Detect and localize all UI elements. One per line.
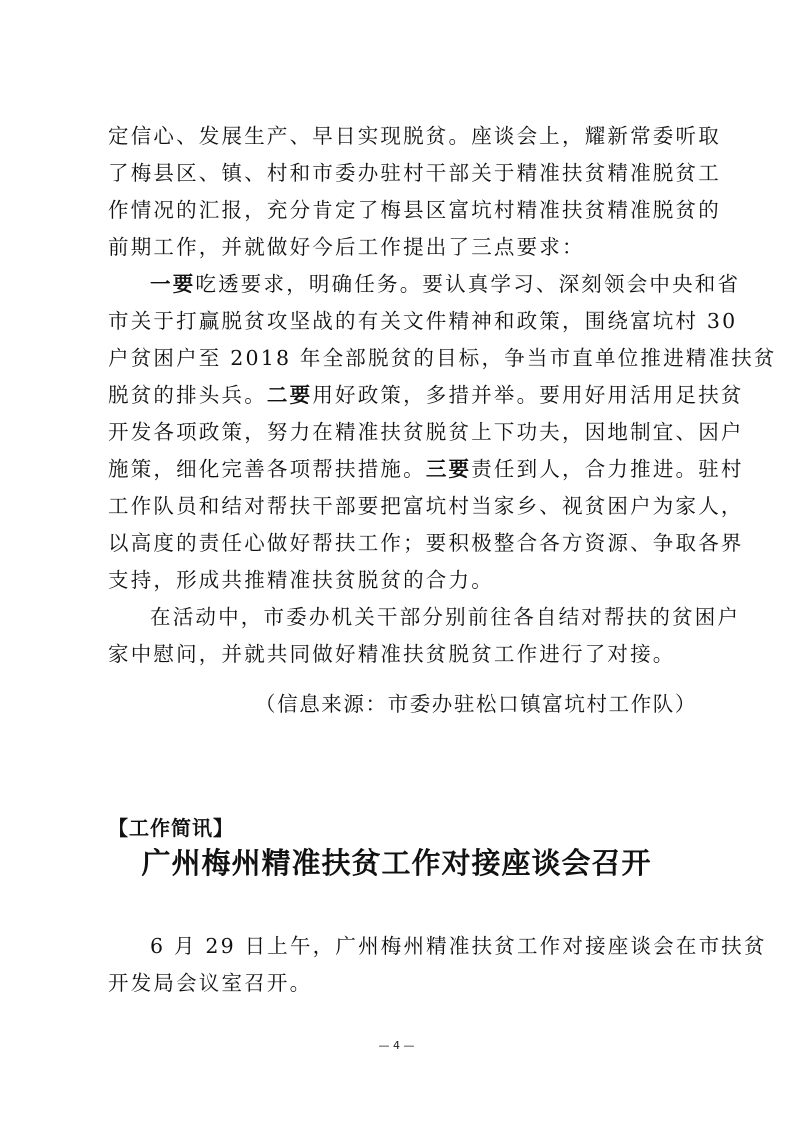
text-line xyxy=(150,271,740,297)
text-line: 市关于打赢脱贫攻坚战的有关文件精神和政策，围绕富坑村 30 xyxy=(108,309,738,333)
text-line xyxy=(108,382,744,408)
text-segment: 脱贫的排头兵。 xyxy=(108,383,267,407)
text-line: 6 月 29 日上午，广州梅州精准扶贫工作对接座谈会在市扶贫 xyxy=(150,934,767,958)
text-line: 家中慰问，并就共同做好精准扶贫脱贫工作进行了对接。 xyxy=(108,642,676,666)
text-line: 作情况的汇报，充分肯定了梅县区富坑村精准扶贫精准脱贫的 xyxy=(108,198,721,222)
text-segment: 用好政策，多措并举。要用好用活用足扶贫 xyxy=(312,383,744,407)
text-segment: 施策，细化完善各项帮扶措施。 xyxy=(108,457,426,481)
text-line: 工作队员和结对帮扶干部要把富坑村当家乡、视贫困户为家人， xyxy=(108,494,744,518)
section-tag: 【工作简讯】 xyxy=(108,816,234,840)
text-segment: 责任到人，合力推进。驻村 xyxy=(471,457,744,481)
text-line: 在活动中，市委办机关干部分别前往各自结对帮扶的贫困户 xyxy=(150,605,741,629)
text-line xyxy=(108,456,744,482)
keyword-three: 三要 xyxy=(425,457,472,481)
text-line: 以高度的责任心做好帮扶工作；要积极整合各方资源、争取各界 xyxy=(108,531,744,555)
text-line: 了梅县区、镇、村和市委办驻村干部关于精准扶贫精准脱贫工 xyxy=(108,161,721,185)
text-segment: 吃透要求，明确任务。要认真学习、深刻领会中央和省 xyxy=(195,272,741,296)
keyword-two: 二要 xyxy=(266,383,313,407)
text-line: 开发局会议室召开。 xyxy=(108,971,313,995)
page-number: — 4 — xyxy=(378,1039,415,1052)
source-note: （信息来源：市委办驻松口镇富坑村工作队） xyxy=(255,692,697,716)
keyword-one: 一要 xyxy=(150,272,196,296)
text-line: 定信心、发展生产、早日实现脱贫。座谈会上，耀新常委听取 xyxy=(108,124,721,148)
text-line: 户贫困户至 2018 年全部脱贫的目标，争当市直单位推进精准扶贫 xyxy=(108,346,777,370)
text-line: 前期工作，并就做好今后工作提出了三点要求： xyxy=(108,235,585,259)
text-line: 开发各项政策，努力在精准扶贫脱贫上下功夫，因地制宜、因户 xyxy=(108,420,744,444)
headline: 广州梅州精准扶贫工作对接座谈会召开 xyxy=(141,846,652,880)
text-line: 支持，形成共推精准扶贫脱贫的合力。 xyxy=(108,568,494,592)
